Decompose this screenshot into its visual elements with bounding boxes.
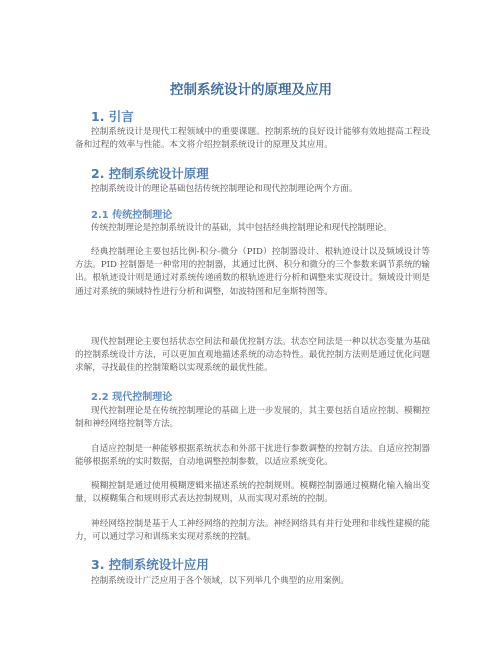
document-title: 控制系统设计的原理及应用	[170, 82, 332, 98]
subsection-heading-modern: 2.2 现代控制理论	[91, 392, 173, 403]
modern-paragraph-1: 现代控制理论是在传统控制理论的基础上进一步发展的，其主要包括自适应控制、模糊控制和神经网络控制等方法。	[75, 406, 430, 430]
section-heading-intro: 1. 引言	[91, 109, 134, 124]
classic-paragraph-3: 现代控制理论主要包括状态空间法和最优控制方法。状态空间法是一种以状态变量为基础的控制系统设计方法，可以更加直观地描述系统的动态特性。最优控制方法则是通过优化问题求解，寻找最佳的控制策略以实现系统的最优性能。	[75, 337, 430, 374]
classic-paragraph-2: 经典控制理论主要包括比例-积分-微分（PID）控制器设计、根轨迹设计以及频域设计等方法。PID 控制器是一种常用的控制器，其通过比例、积分和微分的三个参数来调节系统的输出。根轨迹设计则是通过对系统传递函数的根轨迹进行分析和调整来实现设计。频域设计则是通过对系统的频域特性进行分析和调整，如波特图和尼奎斯特图等。	[75, 247, 430, 297]
subsection-heading-classic: 2.1 传统控制理论	[91, 210, 173, 221]
section-heading-principles: 2. 控制系统设计原理	[91, 166, 209, 181]
modern-paragraph-2: 自适应控制是一种能够根据系统状态和外部干扰进行参数调整的控制方法。自适应控制器能够根据系统的实时数据，自动地调整控制参数，以适应系统变化。	[75, 444, 430, 468]
modern-paragraph-4: 神经网络控制是基于人工神经网络的控制方法。神经网络具有并行处理和非线性建模的能力，可以通过学习和训练来实现对系统的控制。	[75, 519, 430, 543]
section-heading-applications: 3. 控制系统设计应用	[91, 557, 209, 572]
modern-paragraph-3: 模糊控制是通过使用模糊逻辑来描述系统的控制规则。模糊控制器通过模糊化输入输出变量，以模糊集合和规则形式表达控制规则，从而实现对系统的控制。	[75, 481, 430, 505]
intro-paragraph: 控制系统设计是现代工程领域中的重要课题。控制系统的良好设计能够有效地提高工程设备和过程的效率与性能。本文将介绍控制系统设计的原理及其应用。	[75, 127, 430, 151]
applications-paragraph: 控制系统设计广泛应用于各个领域，以下列举几个典型的应用案例。	[91, 576, 349, 586]
principles-paragraph: 控制系统设计的理论基础包括传统控制理论和现代控制理论两个方面。	[91, 184, 358, 194]
classic-paragraph-1: 传统控制理论是控制系统设计的基础，其中包括经典控制理论和现代控制理论。	[91, 223, 392, 233]
